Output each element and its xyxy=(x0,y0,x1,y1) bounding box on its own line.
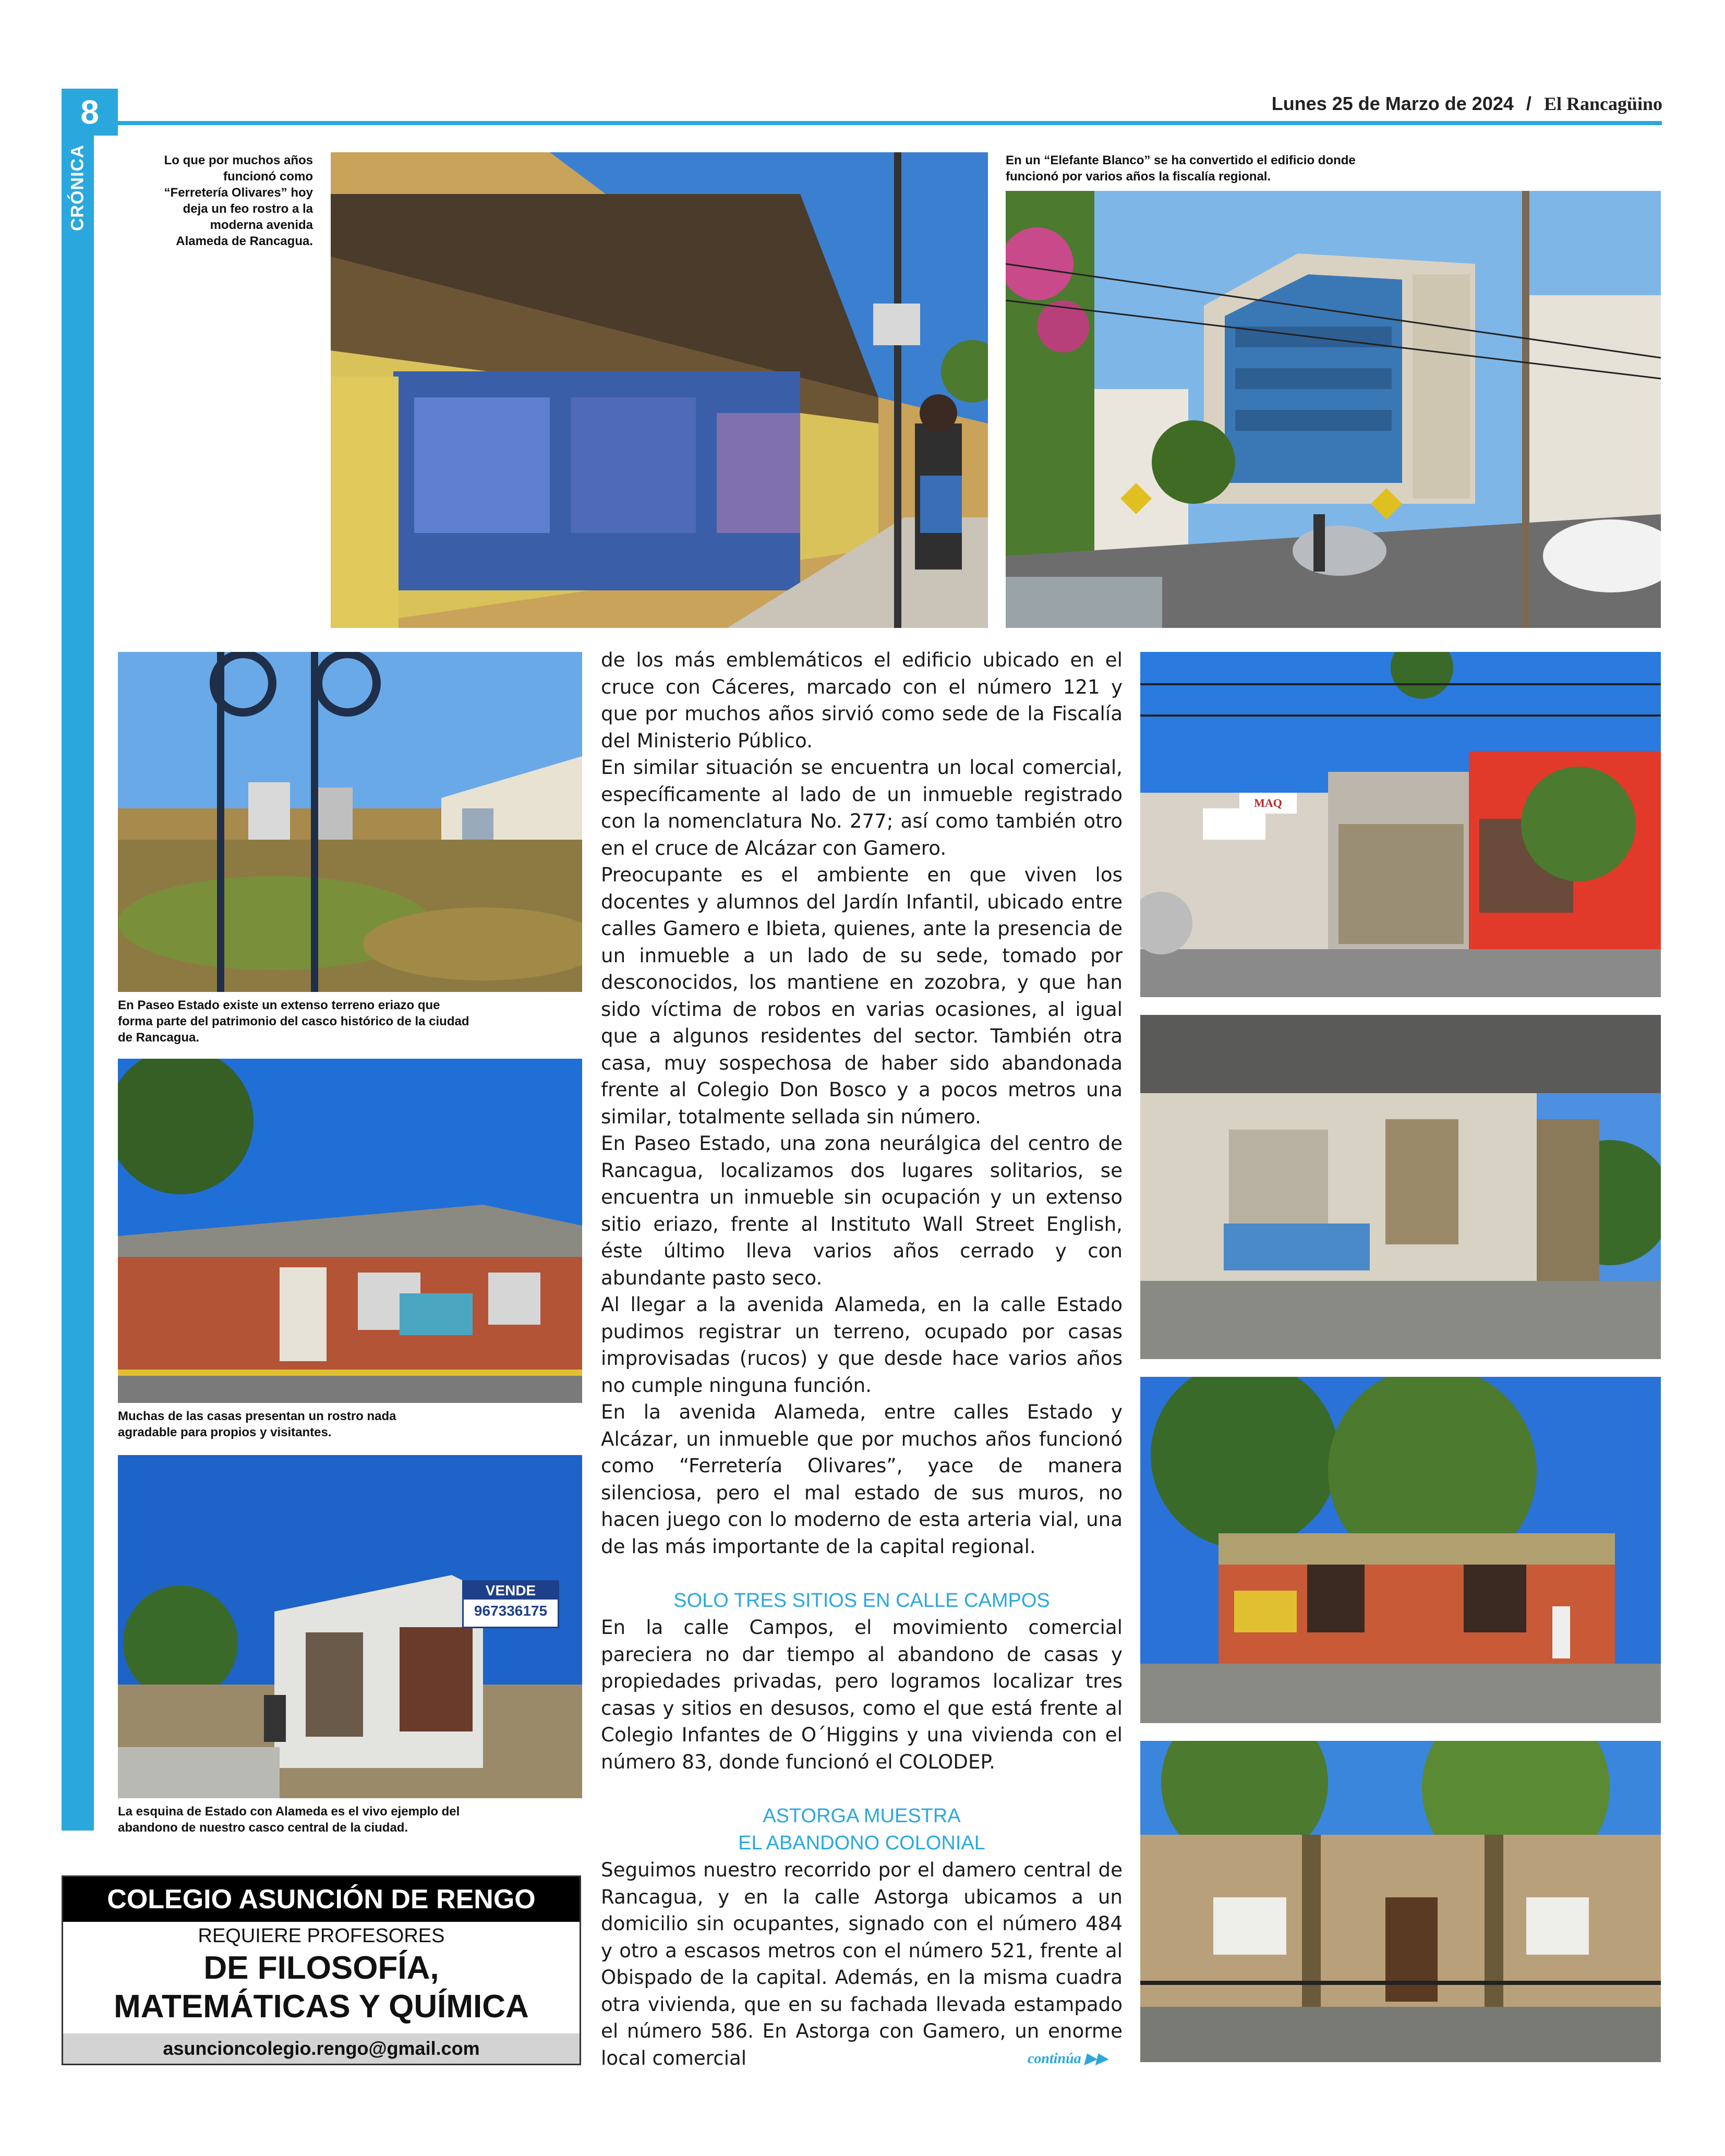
article-paragraph: En Paseo Estado, una zona neurálgica del centro de Rancagua, localizamos dos lugares solitarios, se encuentra un inmueble sin ocupación y un extenso sitio eriazo, frente al Instituto Wall Street English, éste último lleva varios años cerrado y con abundante pasto seco. xyxy=(601,1132,1123,1289)
photo-casa-colonial-astorga xyxy=(1140,1741,1661,2062)
paragraph-gap xyxy=(601,1560,1123,1587)
section-tag: CRÓNICA xyxy=(67,144,88,231)
vende-sign xyxy=(462,1580,559,1628)
article-paragraph: En la calle Campos, el movimiento comercial pareciera no dar tiempo al abandono de casas y propiedades privadas, pero logramos localizar tres casas y sitios en desusos, como el que está frente al Colegio Infantes de O´Higgins y una vivienda con el número 83, donde funcionó el COLODEP. xyxy=(601,1616,1123,1773)
section-side-bar xyxy=(62,136,94,1831)
ad-subjects-line1: DE FILOSOFÍA, xyxy=(203,1950,439,1986)
photo-casa-graffiti xyxy=(1140,1015,1661,1359)
photo-casas-rostro xyxy=(118,1059,582,1403)
photo-casa-calle-campos xyxy=(1140,1377,1661,1723)
article-body xyxy=(601,647,1123,2072)
vende-sign-text: VENDE xyxy=(464,1582,558,1600)
continua-link[interactable]: continúa ▶▶ xyxy=(1028,2051,1107,2067)
caption-esquina: La esquina de Estado con Alameda es el vivo ejemplo del abandono de nuestro casco central de la ciudad. xyxy=(118,1804,460,1835)
article-paragraph: En la avenida Alameda, entre calles Estado y Alcázar, un inmueble que por muchos años funcionó como “Ferretería Olivares”, yace de manera silenciosa, pero el mal estado de sus muros, no hacen juego con lo moderno de esta arteria vial, una de las más importante de la capital regional. xyxy=(601,1400,1123,1558)
ad-requires: REQUIERE PROFESORES xyxy=(198,1925,445,1947)
article-paragraph: Preocupante es el ambiente en que viven los docentes y alumnos del Jardín Infantil, ubicado entre calles Gamero e Ibieta, quienes, ante la presencia de un inmueble a un lado de su sede, tomado por desconocidos, los mantiene en zozobra, y que han sido víctima de robos en varias ocasiones, al igual que a algunos residentes del sector. También otra casa, muy sospechosa de haber sido abandonada frente al Colegio Don Bosco y a pocos metros una similar, totalmente sellada sin número. xyxy=(601,863,1123,1128)
issue-date: Lunes 25 de Marzo de 2024 xyxy=(1271,93,1514,114)
page-number: 8 xyxy=(62,89,118,136)
paragraph-gap xyxy=(601,1775,1123,1802)
subhead-astorga-line1: ASTORGA MUESTRA xyxy=(763,1805,961,1827)
header-dateline xyxy=(1272,93,1662,115)
shop-sign: MAQ xyxy=(1239,793,1297,814)
publication-name: El Rancagüino xyxy=(1543,93,1662,114)
subhead-astorga-line2: EL ABANDONO COLONIAL xyxy=(738,1832,985,1854)
photo-esquina-estado-alameda xyxy=(118,1455,582,1798)
header-rule xyxy=(118,121,1662,125)
vende-sign-phone: 967336175 xyxy=(474,1603,548,1619)
caption-casas: Muchas de las casas presentan un rostro nada agradable para propios y visitantes. xyxy=(118,1409,396,1439)
caption-elefante-blanco: En un “Elefante Blanco” se ha convertido el edificio donde funcionó por varios años la fiscalía regional. xyxy=(1006,153,1356,184)
photo-ferreteria-olivares xyxy=(331,152,988,628)
article-paragraph: Seguimos nuestro recorrido por el damero central de Rancagua, y en la calle Astorga ubicamos a un domicilio sin ocupantes, signado con el número 484 y otro a escasos metros con el número 521, frente al Obispado de la capital. Además, en la misma cuadra otra vivienda, que en su fachada llevada estampado el número 586. En Astorga con Gamero, un enorme local comercial xyxy=(601,1858,1123,2069)
article-paragraph: Al llegar a la avenida Alameda, en la calle Estado pudimos registrar un terreno, ocupado por casas improvisadas (rucos) y que desde hace varios años no cumple ninguna función. xyxy=(601,1293,1123,1397)
job-advertisement xyxy=(62,1875,581,2065)
subhead-calle-campos: SOLO TRES SITIOS EN CALLE CAMPOS xyxy=(673,1590,1050,1612)
photo-local-comercial xyxy=(1140,652,1661,997)
photo-paseo-estado-eriazo xyxy=(118,652,582,992)
ad-email[interactable]: asuncioncolegio.rengo@gmail.com xyxy=(63,2033,580,2064)
article-paragraph: de los más emblemáticos el edificio ubicado en el cruce con Cáceres, marcado con el número 121 y que por muchos años sirvió como sede de la Fiscalía del Ministerio Público. xyxy=(601,648,1123,752)
caption-paseo-estado: En Paseo Estado existe un extenso terreno eriazo que forma parte del patrimonio del casco histórico de la ciudad de Rancagua. xyxy=(118,998,469,1045)
ad-school-name: COLEGIO ASUNCIÓN DE RENGO xyxy=(63,1877,580,1922)
dateline-separator: / xyxy=(1526,93,1531,114)
caption-ferreteria: Lo que por muchos años funcionó como “Ferretería Olivares” hoy deja un feo rostro a la moderna avenida Alameda de Rancagua. xyxy=(164,153,313,248)
photo-elefante-blanco xyxy=(1006,191,1661,628)
ad-subjects-line2: MATEMÁTICAS Y QUÍMICA xyxy=(114,1989,529,2025)
article-paragraph: En similar situación se encuentra un local comercial, específicamente al lado de un inmueble registrado con la nomenclatura No. 277; así como también otro en el cruce de Alcázar con Gamero. xyxy=(601,756,1123,859)
ad-subjects xyxy=(63,1949,580,2026)
